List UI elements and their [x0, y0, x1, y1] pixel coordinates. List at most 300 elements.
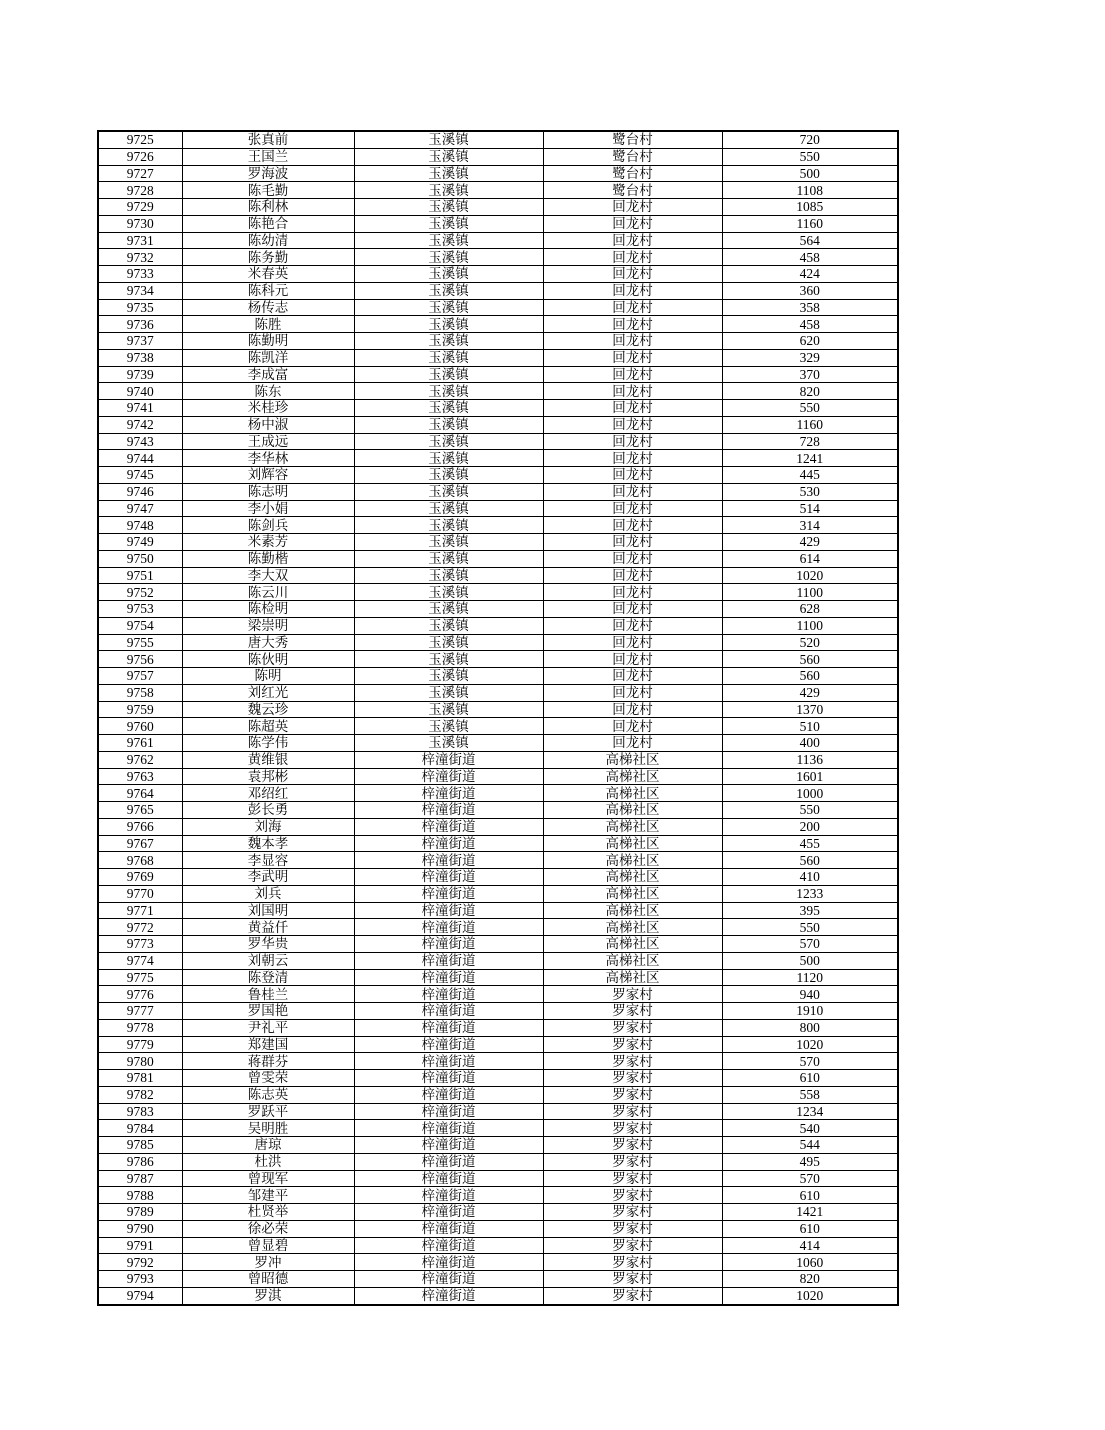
- cell-amount: 560: [722, 651, 898, 668]
- cell-amount: 1910: [722, 1003, 898, 1020]
- cell-amount: 329: [722, 349, 898, 366]
- cell-town: 梓潼街道: [354, 1120, 543, 1137]
- cell-number: 9790: [98, 1220, 182, 1237]
- cell-town: 玉溪镇: [354, 483, 543, 500]
- cell-number: 9777: [98, 1003, 182, 1020]
- cell-name: 鲁桂兰: [182, 986, 354, 1003]
- cell-town: 玉溪镇: [354, 433, 543, 450]
- cell-number: 9753: [98, 601, 182, 618]
- cell-village: 回龙村: [543, 232, 722, 249]
- cell-village: 回龙村: [543, 433, 722, 450]
- table-row: [98, 969, 898, 986]
- cell-name: 杜贤举: [182, 1204, 354, 1221]
- cell-number: 9776: [98, 986, 182, 1003]
- table-row: [98, 1086, 898, 1103]
- cell-name: 陈务勤: [182, 249, 354, 266]
- cell-amount: 560: [722, 668, 898, 685]
- cell-name: 米素芳: [182, 534, 354, 551]
- cell-town: 玉溪镇: [354, 165, 543, 182]
- cell-town: 玉溪镇: [354, 550, 543, 567]
- cell-amount: 620: [722, 333, 898, 350]
- cell-town: 玉溪镇: [354, 182, 543, 199]
- cell-name: 陈幼清: [182, 232, 354, 249]
- cell-town: 梓潼街道: [354, 1237, 543, 1254]
- cell-town: 梓潼街道: [354, 1003, 543, 1020]
- cell-amount: 610: [722, 1187, 898, 1204]
- cell-town: 玉溪镇: [354, 383, 543, 400]
- table-row: [98, 400, 898, 417]
- cell-number: 9794: [98, 1287, 182, 1304]
- cell-number: 9789: [98, 1204, 182, 1221]
- cell-amount: 1136: [722, 751, 898, 768]
- cell-village: 罗家村: [543, 986, 722, 1003]
- table-row: [98, 584, 898, 601]
- cell-village: 回龙村: [543, 584, 722, 601]
- cell-name: 陈剑兵: [182, 517, 354, 534]
- cell-name: 尹礼平: [182, 1019, 354, 1036]
- cell-amount: 800: [722, 1019, 898, 1036]
- cell-village: 回龙村: [543, 483, 722, 500]
- cell-name: 李大双: [182, 567, 354, 584]
- table-row: [98, 634, 898, 651]
- cell-amount: 410: [722, 869, 898, 886]
- table-row: [98, 131, 898, 148]
- cell-number: 9725: [98, 131, 182, 148]
- cell-town: 玉溪镇: [354, 601, 543, 618]
- cell-amount: 1160: [722, 416, 898, 433]
- cell-number: 9783: [98, 1103, 182, 1120]
- cell-village: 罗家村: [543, 1287, 722, 1304]
- cell-amount: 500: [722, 165, 898, 182]
- cell-number: 9728: [98, 182, 182, 199]
- cell-amount: 1120: [722, 969, 898, 986]
- cell-village: 回龙村: [543, 450, 722, 467]
- cell-village: 罗家村: [543, 1254, 722, 1271]
- cell-town: 玉溪镇: [354, 400, 543, 417]
- cell-town: 玉溪镇: [354, 333, 543, 350]
- cell-town: 玉溪镇: [354, 148, 543, 165]
- cell-town: 玉溪镇: [354, 584, 543, 601]
- cell-town: 梓潼街道: [354, 1271, 543, 1288]
- cell-amount: 429: [722, 534, 898, 551]
- cell-village: 回龙村: [543, 617, 722, 634]
- cell-town: 梓潼街道: [354, 885, 543, 902]
- cell-amount: 728: [722, 433, 898, 450]
- cell-amount: 560: [722, 852, 898, 869]
- cell-number: 9738: [98, 349, 182, 366]
- cell-town: 梓潼街道: [354, 818, 543, 835]
- cell-name: 黄益仟: [182, 919, 354, 936]
- cell-number: 9778: [98, 1019, 182, 1036]
- cell-name: 梁崇明: [182, 617, 354, 634]
- cell-village: 回龙村: [543, 668, 722, 685]
- cell-village: 高梯社区: [543, 802, 722, 819]
- cell-village: 罗家村: [543, 1170, 722, 1187]
- cell-village: 高梯社区: [543, 936, 722, 953]
- table-row: [98, 1254, 898, 1271]
- cell-town: 梓潼街道: [354, 751, 543, 768]
- table-row: [98, 534, 898, 551]
- cell-number: 9748: [98, 517, 182, 534]
- cell-town: 梓潼街道: [354, 1220, 543, 1237]
- cell-name: 米春英: [182, 266, 354, 283]
- cell-name: 陈伙明: [182, 651, 354, 668]
- cell-name: 魏云珍: [182, 701, 354, 718]
- cell-village: 罗家村: [543, 1204, 722, 1221]
- cell-village: 高梯社区: [543, 969, 722, 986]
- cell-town: 梓潼街道: [354, 1153, 543, 1170]
- table-row: [98, 483, 898, 500]
- cell-name: 曾雯荣: [182, 1070, 354, 1087]
- cell-number: 9734: [98, 282, 182, 299]
- cell-amount: 455: [722, 835, 898, 852]
- cell-town: 梓潼街道: [354, 785, 543, 802]
- table-row: [98, 668, 898, 685]
- cell-town: 玉溪镇: [354, 735, 543, 752]
- cell-town: 玉溪镇: [354, 718, 543, 735]
- cell-number: 9736: [98, 316, 182, 333]
- cell-village: 回龙村: [543, 718, 722, 735]
- cell-village: 回龙村: [543, 534, 722, 551]
- cell-town: 梓潼街道: [354, 936, 543, 953]
- cell-town: 梓潼街道: [354, 1204, 543, 1221]
- cell-town: 梓潼街道: [354, 1103, 543, 1120]
- cell-village: 高梯社区: [543, 852, 722, 869]
- cell-name: 陈毛勤: [182, 182, 354, 199]
- cell-number: 9731: [98, 232, 182, 249]
- cell-amount: 458: [722, 249, 898, 266]
- cell-village: 罗家村: [543, 1153, 722, 1170]
- cell-village: 高梯社区: [543, 768, 722, 785]
- cell-number: 9745: [98, 467, 182, 484]
- table-row: [98, 433, 898, 450]
- cell-town: 玉溪镇: [354, 517, 543, 534]
- cell-town: 玉溪镇: [354, 266, 543, 283]
- cell-town: 玉溪镇: [354, 131, 543, 148]
- cell-name: 张真前: [182, 131, 354, 148]
- cell-name: 李小娟: [182, 500, 354, 517]
- cell-number: 9774: [98, 952, 182, 969]
- table-row: [98, 299, 898, 316]
- table-row: [98, 266, 898, 283]
- cell-name: 彭长勇: [182, 802, 354, 819]
- table-row: [98, 1237, 898, 1254]
- table-row: [98, 450, 898, 467]
- cell-name: 刘朝云: [182, 952, 354, 969]
- table-row: [98, 215, 898, 232]
- cell-name: 陈利林: [182, 199, 354, 216]
- cell-village: 回龙村: [543, 215, 722, 232]
- cell-name: 邹建平: [182, 1187, 354, 1204]
- cell-village: 回龙村: [543, 366, 722, 383]
- cell-amount: 610: [722, 1070, 898, 1087]
- cell-name: 米桂珍: [182, 400, 354, 417]
- cell-number: 9784: [98, 1120, 182, 1137]
- table-row: [98, 550, 898, 567]
- cell-village: 罗家村: [543, 1271, 722, 1288]
- cell-name: 陈东: [182, 383, 354, 400]
- cell-number: 9746: [98, 483, 182, 500]
- table-row: [98, 818, 898, 835]
- table-row: [98, 768, 898, 785]
- cell-amount: 1601: [722, 768, 898, 785]
- table-row: [98, 1287, 898, 1304]
- table-row: [98, 902, 898, 919]
- cell-name: 罗淇: [182, 1287, 354, 1304]
- table-row: [98, 735, 898, 752]
- table-row: [98, 885, 898, 902]
- cell-amount: 820: [722, 1271, 898, 1288]
- cell-village: 回龙村: [543, 467, 722, 484]
- cell-number: 9767: [98, 835, 182, 852]
- table-row: [98, 567, 898, 584]
- cell-village: 高梯社区: [543, 751, 722, 768]
- cell-number: 9726: [98, 148, 182, 165]
- cell-amount: 429: [722, 684, 898, 701]
- cell-town: 玉溪镇: [354, 651, 543, 668]
- cell-town: 梓潼街道: [354, 1254, 543, 1271]
- table-row: [98, 333, 898, 350]
- cell-amount: 314: [722, 517, 898, 534]
- table-row: [98, 1153, 898, 1170]
- table-row: [98, 835, 898, 852]
- cell-number: 9742: [98, 416, 182, 433]
- cell-village: 鹭台村: [543, 148, 722, 165]
- cell-number: 9769: [98, 869, 182, 886]
- cell-town: 梓潼街道: [354, 902, 543, 919]
- table-row: [98, 1137, 898, 1154]
- cell-amount: 458: [722, 316, 898, 333]
- cell-amount: 1370: [722, 701, 898, 718]
- cell-name: 李显容: [182, 852, 354, 869]
- cell-name: 陈学伟: [182, 735, 354, 752]
- table-row: [98, 617, 898, 634]
- cell-amount: 540: [722, 1120, 898, 1137]
- cell-village: 罗家村: [543, 1053, 722, 1070]
- cell-name: 唐琼: [182, 1137, 354, 1154]
- cell-village: 罗家村: [543, 1187, 722, 1204]
- cell-amount: 550: [722, 919, 898, 936]
- cell-number: 9791: [98, 1237, 182, 1254]
- cell-amount: 550: [722, 400, 898, 417]
- cell-town: 玉溪镇: [354, 634, 543, 651]
- cell-village: 回龙村: [543, 282, 722, 299]
- cell-amount: 360: [722, 282, 898, 299]
- cell-amount: 1160: [722, 215, 898, 232]
- cell-number: 9773: [98, 936, 182, 953]
- table-row: [98, 1220, 898, 1237]
- cell-town: 玉溪镇: [354, 668, 543, 685]
- cell-town: 玉溪镇: [354, 316, 543, 333]
- cell-town: 玉溪镇: [354, 467, 543, 484]
- table-row: [98, 869, 898, 886]
- cell-number: 9759: [98, 701, 182, 718]
- cell-number: 9779: [98, 1036, 182, 1053]
- cell-amount: 1421: [722, 1204, 898, 1221]
- cell-amount: 370: [722, 366, 898, 383]
- cell-name: 李成富: [182, 366, 354, 383]
- cell-amount: 530: [722, 483, 898, 500]
- cell-village: 回龙村: [543, 266, 722, 283]
- table-row: [98, 1003, 898, 1020]
- cell-number: 9762: [98, 751, 182, 768]
- cell-village: 回龙村: [543, 550, 722, 567]
- cell-name: 陈勤楷: [182, 550, 354, 567]
- cell-amount: 544: [722, 1137, 898, 1154]
- cell-town: 玉溪镇: [354, 500, 543, 517]
- cell-town: 梓潼街道: [354, 1287, 543, 1304]
- table-row: [98, 651, 898, 668]
- cell-village: 罗家村: [543, 1220, 722, 1237]
- cell-village: 鹭台村: [543, 131, 722, 148]
- cell-amount: 1234: [722, 1103, 898, 1120]
- cell-amount: 610: [722, 1220, 898, 1237]
- table-row: [98, 986, 898, 1003]
- table-row: [98, 500, 898, 517]
- table-row: [98, 1204, 898, 1221]
- cell-name: 魏本孝: [182, 835, 354, 852]
- cell-name: 罗华贵: [182, 936, 354, 953]
- cell-amount: 720: [722, 131, 898, 148]
- cell-number: 9792: [98, 1254, 182, 1271]
- cell-amount: 570: [722, 936, 898, 953]
- cell-amount: 500: [722, 952, 898, 969]
- table-row: [98, 416, 898, 433]
- cell-amount: 820: [722, 383, 898, 400]
- table-row: [98, 919, 898, 936]
- cell-village: 罗家村: [543, 1086, 722, 1103]
- cell-number: 9752: [98, 584, 182, 601]
- table-row: [98, 383, 898, 400]
- table-row: [98, 316, 898, 333]
- cell-name: 李华林: [182, 450, 354, 467]
- cell-village: 高梯社区: [543, 885, 722, 902]
- cell-amount: 414: [722, 1237, 898, 1254]
- cell-village: 罗家村: [543, 1237, 722, 1254]
- cell-town: 梓潼街道: [354, 1019, 543, 1036]
- cell-amount: 1020: [722, 567, 898, 584]
- table-row: [98, 601, 898, 618]
- cell-village: 高梯社区: [543, 818, 722, 835]
- cell-village: 回龙村: [543, 735, 722, 752]
- cell-name: 陈超英: [182, 718, 354, 735]
- cell-town: 梓潼街道: [354, 1070, 543, 1087]
- cell-name: 唐大秀: [182, 634, 354, 651]
- cell-amount: 510: [722, 718, 898, 735]
- cell-amount: 514: [722, 500, 898, 517]
- cell-number: 9758: [98, 684, 182, 701]
- cell-town: 梓潼街道: [354, 952, 543, 969]
- table-row: [98, 249, 898, 266]
- cell-amount: 358: [722, 299, 898, 316]
- cell-number: 9761: [98, 735, 182, 752]
- cell-amount: 570: [722, 1053, 898, 1070]
- cell-village: 回龙村: [543, 701, 722, 718]
- table-row: [98, 366, 898, 383]
- table-row: [98, 1070, 898, 1087]
- cell-amount: 558: [722, 1086, 898, 1103]
- cell-village: 回龙村: [543, 249, 722, 266]
- cell-town: 玉溪镇: [354, 249, 543, 266]
- cell-town: 玉溪镇: [354, 567, 543, 584]
- cell-amount: 1241: [722, 450, 898, 467]
- cell-village: 高梯社区: [543, 785, 722, 802]
- cell-village: 高梯社区: [543, 919, 722, 936]
- table-row: [98, 517, 898, 534]
- cell-name: 王国兰: [182, 148, 354, 165]
- cell-village: 高梯社区: [543, 952, 722, 969]
- cell-name: 曾现军: [182, 1170, 354, 1187]
- cell-number: 9786: [98, 1153, 182, 1170]
- cell-number: 9763: [98, 768, 182, 785]
- table-row: [98, 1103, 898, 1120]
- cell-amount: 495: [722, 1153, 898, 1170]
- data-table: [97, 130, 899, 1306]
- cell-town: 玉溪镇: [354, 450, 543, 467]
- table-row: [98, 199, 898, 216]
- cell-number: 9755: [98, 634, 182, 651]
- cell-village: 鹭台村: [543, 182, 722, 199]
- table-row: [98, 852, 898, 869]
- cell-number: 9747: [98, 500, 182, 517]
- cell-village: 鹭台村: [543, 165, 722, 182]
- cell-town: 梓潼街道: [354, 986, 543, 1003]
- cell-amount: 614: [722, 550, 898, 567]
- cell-village: 回龙村: [543, 601, 722, 618]
- cell-amount: 395: [722, 902, 898, 919]
- cell-amount: 1108: [722, 182, 898, 199]
- cell-town: 玉溪镇: [354, 282, 543, 299]
- cell-town: 梓潼街道: [354, 1086, 543, 1103]
- cell-town: 玉溪镇: [354, 701, 543, 718]
- cell-number: 9764: [98, 785, 182, 802]
- cell-town: 梓潼街道: [354, 1170, 543, 1187]
- cell-number: 9739: [98, 366, 182, 383]
- cell-number: 9743: [98, 433, 182, 450]
- cell-name: 陈云川: [182, 584, 354, 601]
- cell-town: 玉溪镇: [354, 199, 543, 216]
- cell-number: 9727: [98, 165, 182, 182]
- table-row: [98, 1187, 898, 1204]
- cell-name: 罗海波: [182, 165, 354, 182]
- cell-town: 梓潼街道: [354, 969, 543, 986]
- cell-town: 梓潼街道: [354, 1053, 543, 1070]
- cell-number: 9760: [98, 718, 182, 735]
- table-row: [98, 165, 898, 182]
- cell-amount: 550: [722, 802, 898, 819]
- table-body: [98, 131, 898, 1305]
- cell-village: 高梯社区: [543, 835, 722, 852]
- cell-number: 9749: [98, 534, 182, 551]
- table-row: [98, 701, 898, 718]
- cell-amount: 1060: [722, 1254, 898, 1271]
- cell-town: 梓潼街道: [354, 1187, 543, 1204]
- cell-town: 梓潼街道: [354, 1137, 543, 1154]
- cell-village: 高梯社区: [543, 902, 722, 919]
- cell-number: 9788: [98, 1187, 182, 1204]
- table-row: [98, 1053, 898, 1070]
- cell-amount: 200: [722, 818, 898, 835]
- cell-name: 陈勤明: [182, 333, 354, 350]
- cell-amount: 564: [722, 232, 898, 249]
- cell-village: 罗家村: [543, 1103, 722, 1120]
- cell-amount: 1085: [722, 199, 898, 216]
- cell-number: 9729: [98, 199, 182, 216]
- table-row: [98, 1271, 898, 1288]
- cell-name: 刘辉容: [182, 467, 354, 484]
- cell-village: 回龙村: [543, 634, 722, 651]
- cell-number: 9741: [98, 400, 182, 417]
